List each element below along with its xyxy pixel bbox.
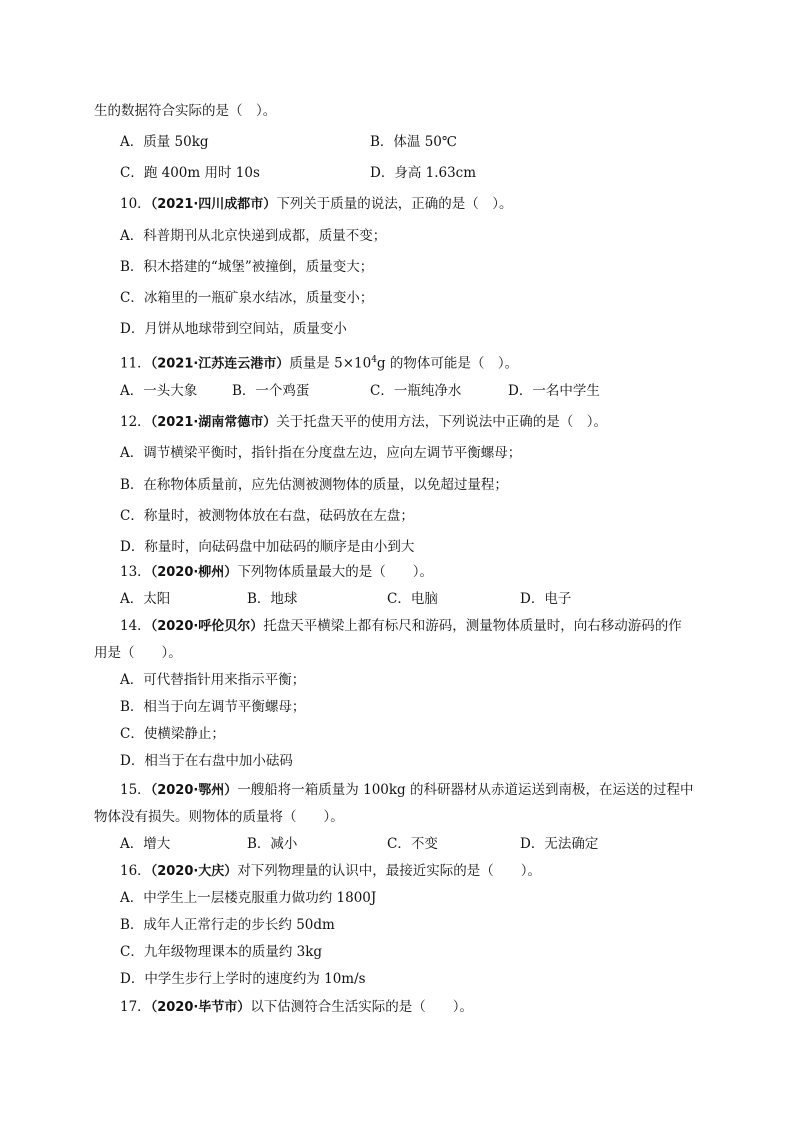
q17-stem [120, 998, 473, 1017]
q11-stem [120, 351, 518, 374]
q13-option-c: C．电脑 [387, 591, 438, 607]
q15-option-c: C．不变 [387, 836, 438, 852]
q13-option-b: B．地球 [247, 591, 298, 607]
q13-stem [120, 563, 433, 582]
question-continuation: 生的数据符合实际的是（ ）。 [94, 103, 277, 119]
q14-option-d: D．相当于在右盘中加小砝码 [120, 753, 293, 769]
q16-option-c: C．九年级物理课本的质量约 3kg [120, 944, 323, 960]
q12-text: 关于托盘天平的使用方法，下列说法中正确的是（ ）。 [276, 414, 608, 430]
q16-option-d: D．中学生步行上学时的速度约为 10m/s [120, 971, 366, 987]
q10-option-d: D．月饼从地球带到空间站，质量变小 [120, 321, 347, 337]
q10-source: （2021·四川成都市） [150, 197, 277, 212]
q16-option-b: B．成年人正常行走的步长约 50dm [120, 917, 335, 933]
q16-number: 16． [120, 863, 151, 879]
q10-option-c: C．冰箱里的一瓶矿泉水结冰，质量变小； [120, 290, 374, 306]
q17-text: 以下估测符合生活实际的是（ ）。 [250, 999, 474, 1015]
q11-option-d: D．一名中学生 [508, 383, 600, 399]
q13-option-d: D．电子 [520, 591, 572, 607]
q12-source: （2021·湖南常德市） [150, 415, 277, 430]
q10-option-a: A．科普期刊从北京快递到成都，质量不变； [120, 228, 387, 244]
q15-option-a: A．增大 [120, 836, 171, 852]
q13-option-a: A．太阳 [120, 591, 171, 607]
q11-source: （2021·江苏连云港市） [150, 356, 290, 372]
q12-option-a: A．调节横梁平衡时，指针指在分度盘左边，应向左调节平衡螺母； [120, 445, 522, 461]
q15-source: （2020·鄂州） [150, 783, 238, 798]
q14-option-b: B．相当于向左调节平衡螺母； [120, 699, 306, 715]
q10-text: 下列关于质量的说法，正确的是（ ）。 [276, 196, 513, 212]
q13-number: 13． [120, 564, 151, 580]
q9-option-a: A．质量 50kg [120, 134, 209, 150]
q11-option-a: A．一头大象 [120, 383, 198, 399]
q13-text: 下列物体质量最大的是（ ）。 [237, 564, 434, 580]
q16-stem [120, 862, 541, 881]
q15-stem-continued: 物体没有损失。则物体的质量将（ ）。 [94, 809, 344, 825]
q12-number: 12． [120, 414, 151, 430]
q15-text: 一艘船将一箱质量为 100kg 的科研器材从赤道运送到南极，在运送的过程中 [237, 782, 694, 798]
q9-option-d: D．身高 1.63cm [370, 165, 477, 181]
q11-text-post: g 的物体可能是（ ）。 [376, 355, 519, 372]
q16-text: 对下列物理量的认识中，最接近实际的是（ ）。 [237, 863, 542, 879]
q10-number: 10． [120, 196, 151, 212]
q9-option-c: C．跑 400m 用时 10s [120, 165, 260, 181]
q14-stem [120, 617, 682, 636]
q11-option-c: C．一瓶纯净水 [370, 383, 462, 399]
q15-number: 15． [120, 782, 151, 798]
q10-stem [120, 195, 513, 214]
q17-number: 17． [120, 999, 151, 1015]
q14-number: 14． [120, 618, 151, 634]
q14-option-a: A．可代替指针用来指示平衡； [120, 672, 306, 688]
q15-option-b: B．减小 [247, 836, 298, 852]
q15-stem [120, 781, 693, 800]
q14-text: 托盘天平横梁上都有标尺和游码，测量物体质量时，向右移动游码的作 [263, 618, 682, 634]
q16-option-a: A．中学生上一层楼克服重力做功约 1800J [120, 890, 377, 906]
q9-option-b: B．体温 50℃ [370, 134, 457, 150]
q11-number: 11． [120, 355, 151, 372]
q14-source: （2020·呼伦贝尔） [150, 619, 264, 634]
q14-option-c: C．使横梁静止； [120, 726, 225, 742]
q11-text-pre: 质量是 5×10 [289, 355, 372, 372]
q14-stem-continued: 用是（ ）。 [94, 645, 182, 661]
q16-source: （2020·大庆） [150, 864, 238, 879]
q11-exponent: 4 [371, 355, 377, 365]
q10-option-b: B．积木搭建的“城堡”被撞倒，质量变大； [120, 259, 374, 275]
q13-source: （2020·柳州） [150, 565, 238, 580]
q15-option-d: D．无法确定 [520, 836, 599, 852]
q12-option-b: B．在称物体质量前，应先估测被测物体的质量，以免超过量程； [120, 477, 508, 493]
q12-stem [120, 413, 607, 432]
q17-source: （2020·毕节市） [150, 1000, 251, 1015]
q12-option-d: D．称量时，向砝码盘中加砝码的顺序是由小到大 [120, 539, 415, 555]
q11-option-b: B．一个鸡蛋 [232, 383, 310, 399]
q12-option-c: C．称量时，被测物体放在右盘，砝码放在左盘； [120, 508, 414, 524]
